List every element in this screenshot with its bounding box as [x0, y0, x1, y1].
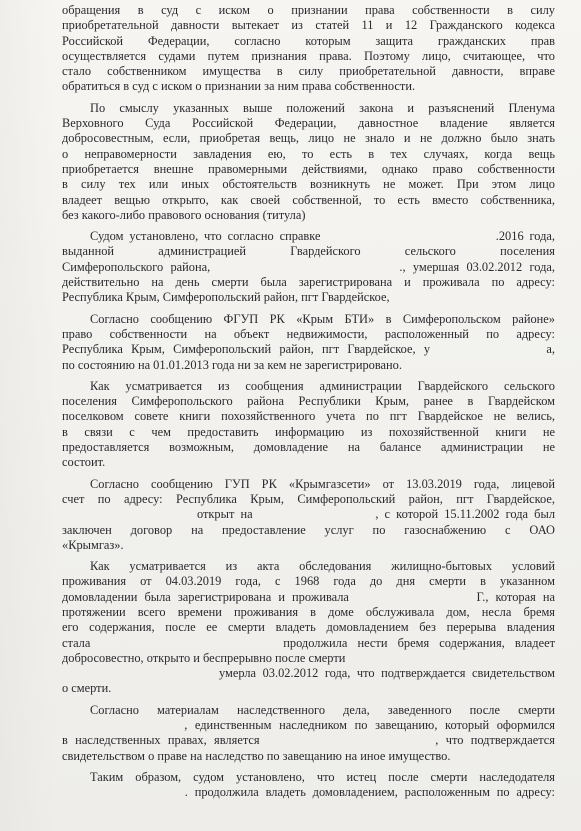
text-line: Российской Федерации, согласно которым защита гражданских прав	[62, 33, 555, 48]
text-line: поселения Симферопольского района Республики Крым, ранее в Гвардейском	[62, 394, 555, 409]
text-line: его содержания, после ее смерти владеть домовладением без перерыва владения	[62, 620, 555, 635]
text-line: в наследственных правах, является , что подтверждается	[62, 733, 555, 748]
paragraph-8	[62, 703, 555, 764]
text-line: выданной администрацией Гвардейского сельского поселения	[62, 244, 555, 259]
paragraph-6	[62, 477, 555, 553]
text-line: о смерти.	[62, 681, 112, 696]
text-line: стало собственником имущества в силу приобретательной давности, вправе	[62, 64, 555, 79]
text-line: Как усматривается из акта обследования жилищно-бытовых условий	[90, 559, 555, 574]
text-line: стала продолжила нести бремя содержания, владеет	[62, 635, 555, 650]
text-line: Согласно сообщению ФГУП РК «Крым БТИ» в Симферопольском районе»	[90, 311, 555, 326]
text-line: владеет вещью открыто, как своей собственной, то есть вместо собственника,	[62, 192, 555, 207]
scan-shadow	[0, 0, 56, 831]
text-line: По смыслу указанных выше положений закона и разъяснений Пленума	[90, 100, 555, 115]
paragraph-9	[62, 770, 555, 801]
text-line: Согласно сообщению ГУП РК «Крымгазсети» от 13.03.2019 года, лицевой	[90, 476, 555, 491]
text-line: Судом установлено, что согласно справке .2016 года,	[90, 229, 555, 244]
text-line: приобретательной давности вытекает из статей 11 и 12 Гражданского кодекса	[62, 18, 555, 33]
text-line: Верховного Суда Российской Федерации, давностное владение является	[62, 116, 555, 131]
text-line: Согласно материалам наследственного дела, заведенного после смерти	[90, 702, 555, 717]
text-line: поселковом совете книги похозяйственного учета по пгт Гвардейское не велись,	[62, 409, 555, 424]
text-line: право собственности на объект недвижимости, расположенный по адресу:	[62, 326, 555, 341]
paragraph-1	[62, 3, 555, 95]
text-line: Таким образом, судом установлено, что истец после смерти наследодателя	[90, 769, 555, 784]
text-line: добросовестно, открыто и беспрерывно после смерти	[62, 650, 346, 665]
text-line: приобретается внешне правомерными действиями, однако право собственности	[62, 161, 555, 176]
text-line: Республика Крым, Симферопольский район, пгт Гвардейское, у а,	[62, 342, 555, 357]
text-line: . продолжила владеть домовладением, расположенным по адресу:	[62, 785, 555, 800]
text-line: в связи с чем предоставить информацию из похозяйственной книги не	[62, 424, 555, 439]
text-line: в силу тех или иных обстоятельств возникнуть не может. При этом лицо	[62, 177, 555, 192]
text-line: протяжении всего времени проживания в доме обслуживала дом, несла бремя	[62, 604, 555, 619]
text-line: умерла 03.02.2012 года, что подтверждается свидетельством	[62, 666, 555, 681]
text-line: открыт на , с которой 15.11.2002 года был	[62, 507, 555, 522]
text-line: проживания от 04.03.2019 года, с 1968 года до дня смерти в указанном	[62, 574, 555, 589]
paragraph-3	[62, 229, 555, 305]
text-line: свидетельством о праве на наследство по завещанию на иное имущество.	[62, 748, 451, 763]
text-line: Симферопольского района, ., умершая 03.02.2012 года,	[62, 259, 555, 274]
text-line: без какого-либо правового основания (титула)	[62, 207, 306, 222]
text-line: обратиться в суд с иском о признании за ним права собственности.	[62, 79, 416, 94]
text-line: по состоянию на 01.01.2013 года ни за кем не зарегистрировано.	[62, 357, 402, 372]
paragraph-5	[62, 379, 555, 471]
text-line: о неправомерности завладения ею, то есть в тех случаях, когда вещь	[62, 146, 555, 161]
text-line: действительно на день смерти была зарегистрирована и проживала по адресу:	[62, 275, 555, 290]
text-line: предоставляется возможным, домовладение на балансе администрации не	[62, 440, 555, 455]
text-line: Как усматривается из сообщения администрации Гвардейского сельского	[90, 378, 555, 393]
paragraph-2	[62, 101, 555, 223]
text-line: счет по адресу: Республика Крым, Симферопольский район, пгт Гвардейское,	[62, 491, 555, 506]
paragraph-7	[62, 559, 555, 697]
paragraph-4	[62, 312, 555, 373]
text-line: состоит.	[62, 455, 106, 470]
text-line: добросовестным, если, приобретая вещь, лицо не знало и не должно было знать	[62, 131, 555, 146]
text-line: «Крымгаз».	[62, 537, 124, 552]
text-line: домовладении была зарегистрирована и проживала Г., которая на	[62, 589, 555, 604]
text-line: обращения в суд с иском о признании права собственности в силу	[62, 3, 555, 17]
text-line: Республика Крым, Симферопольский район, пгт Гвардейское,	[62, 290, 390, 305]
text-line: осуществляется судами путем признания права. Поэтому лицо, считающее, что	[62, 48, 555, 63]
text-line: заключен договор на предоставление услуг по газоснабжению с ОАО	[62, 522, 555, 537]
text-line: , единственным наследником по завещанию, который оформился	[62, 718, 555, 733]
